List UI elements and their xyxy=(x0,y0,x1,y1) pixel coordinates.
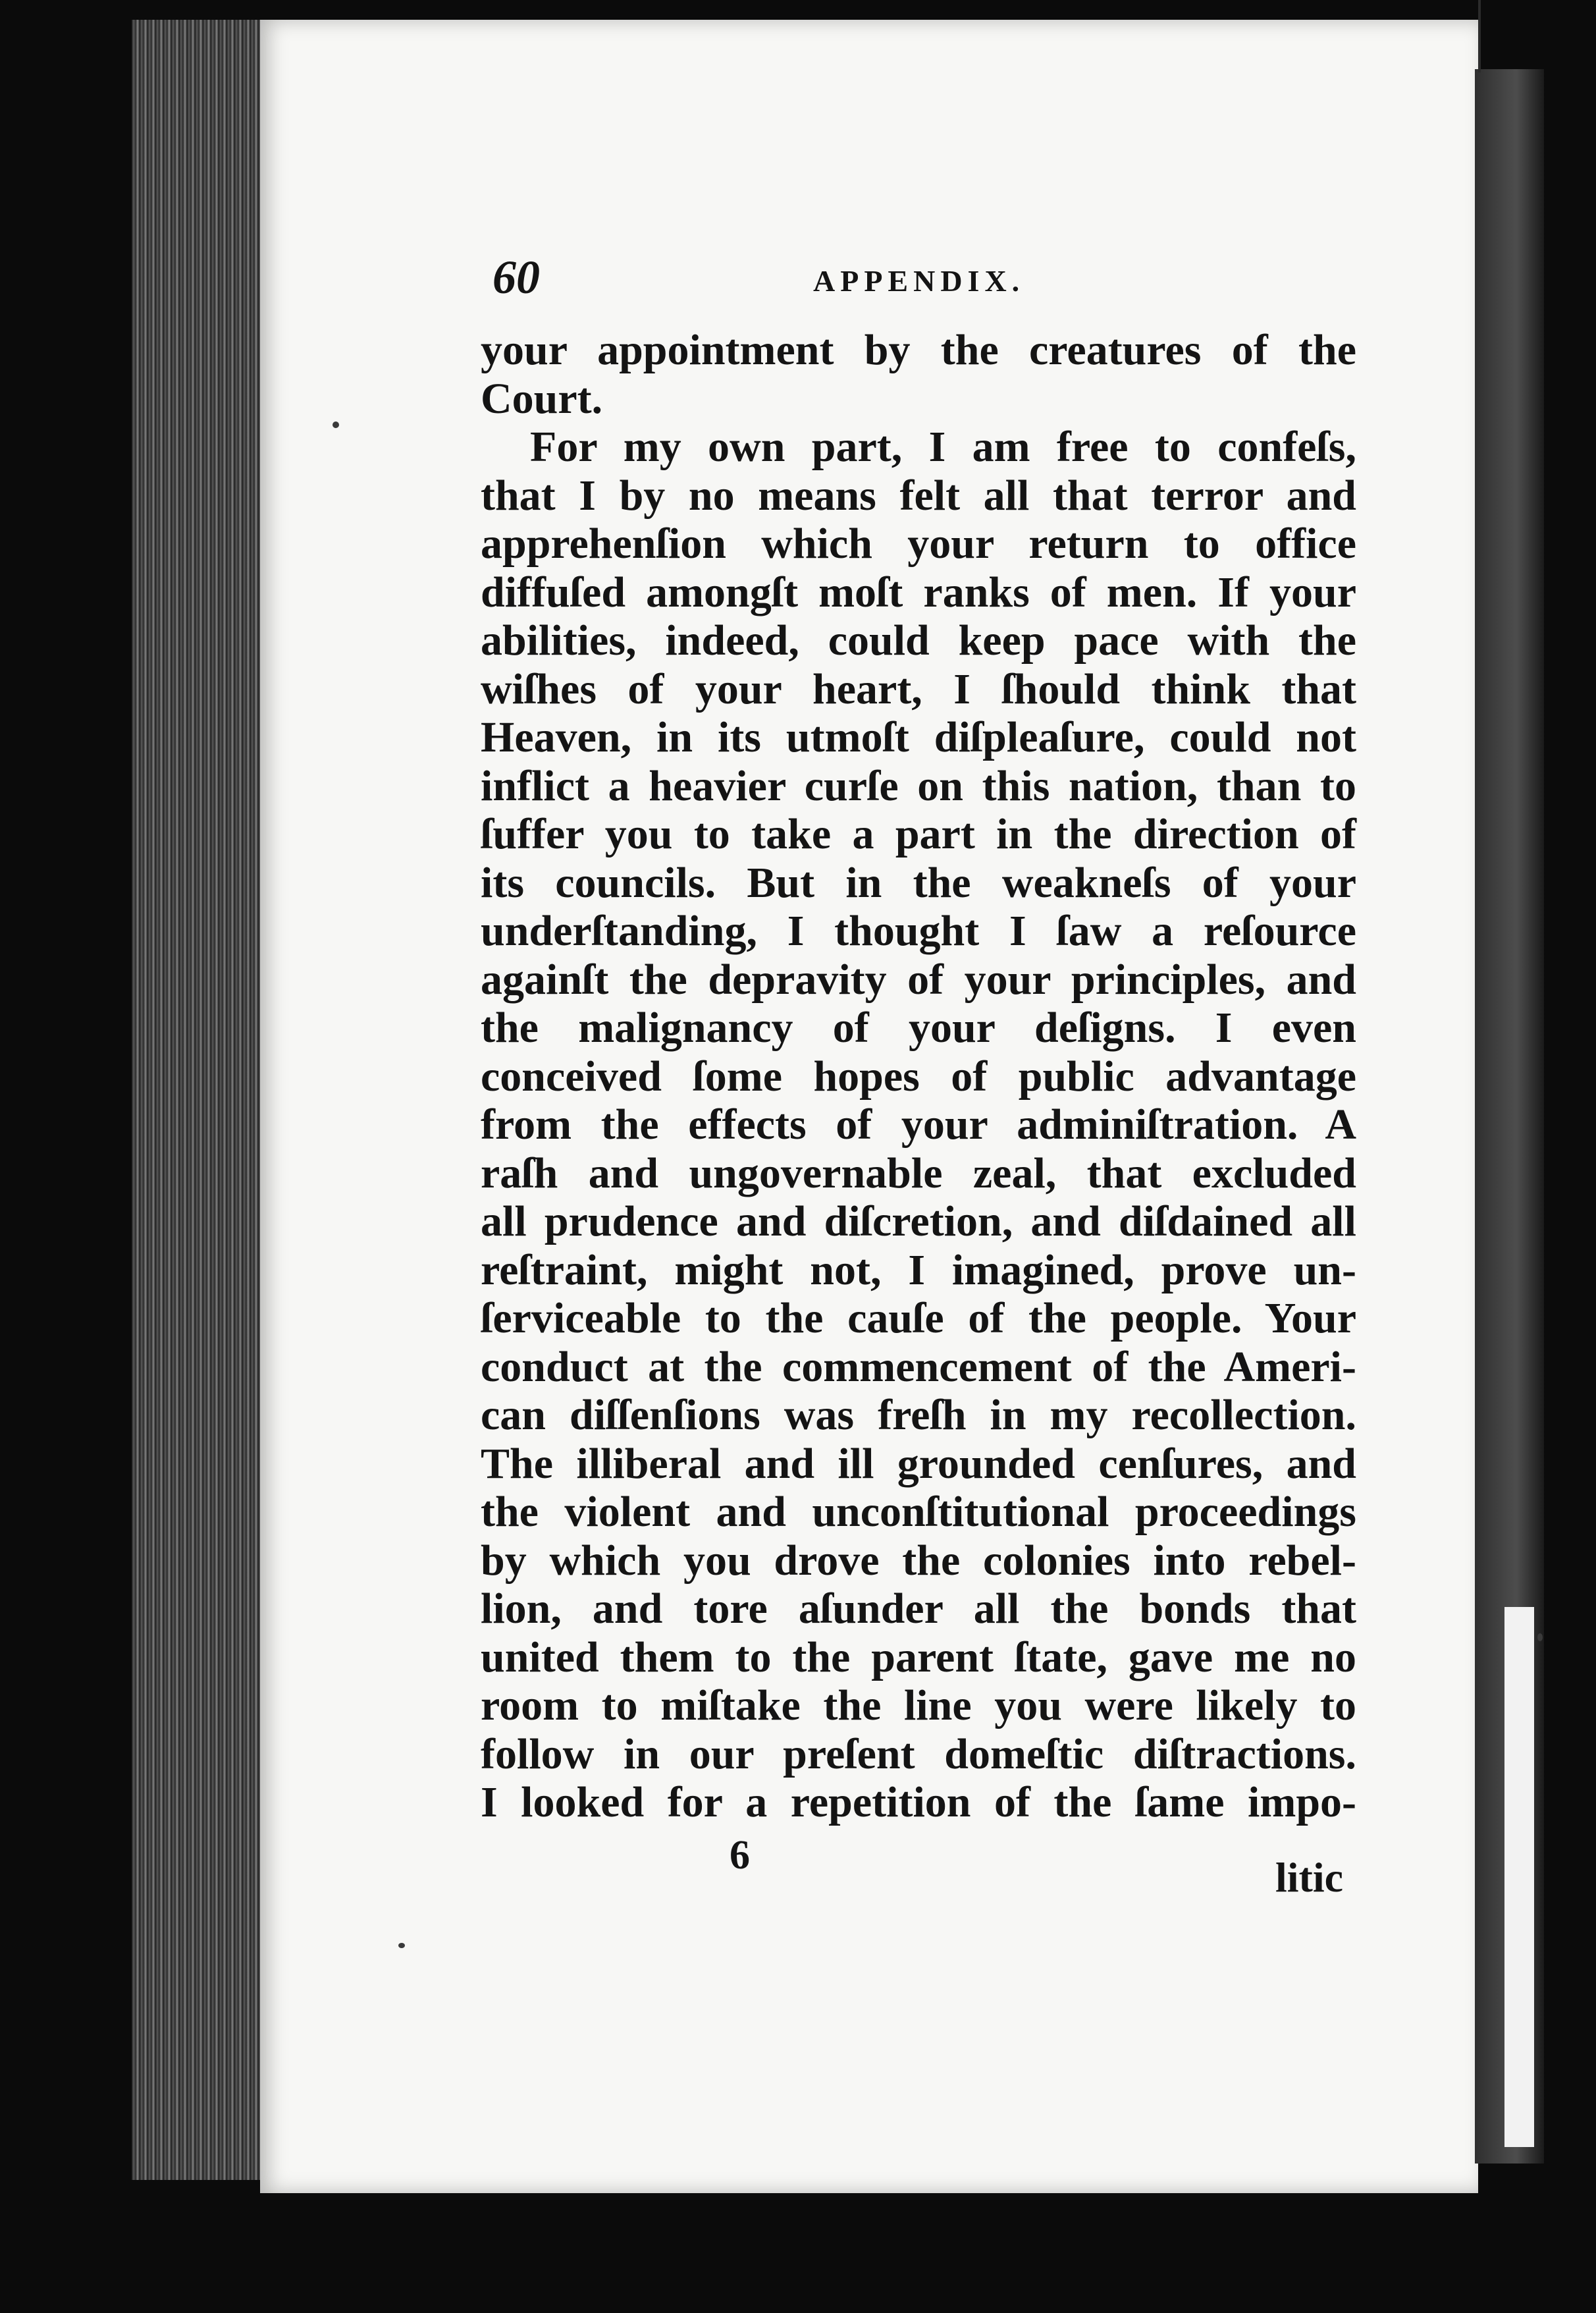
text-line: ſuffer you to take a part in the direction of xyxy=(481,810,1356,858)
text-line: apprehenſion which your return to office xyxy=(481,520,1356,568)
catchword: litic xyxy=(1275,1853,1343,1901)
text-line: follow in our preſent domeſtic diſtractions. xyxy=(481,1729,1356,1778)
text-line: Court. xyxy=(481,374,603,423)
text-line: conceived ſome hopes of public advantage xyxy=(481,1052,1356,1101)
text-line: that I by no means felt all that terror and xyxy=(481,471,1356,520)
text-line: diffuſed amongſt moſt ranks of men. If your xyxy=(481,568,1356,616)
book-spine-edge xyxy=(132,20,270,2180)
text-line: wiſhes of your heart, I ſhould think that xyxy=(481,665,1356,713)
text-line: all prudence and diſcretion, and diſdained all xyxy=(481,1197,1356,1245)
text-line: For my own part, I am free to confeſs, xyxy=(530,423,1356,471)
text-line: underſtanding, I thought I ſaw a reſource xyxy=(481,907,1356,955)
text-line: the violent and unconſtitutional proceedings xyxy=(481,1488,1356,1536)
page-text-block xyxy=(481,250,1356,2002)
body-text xyxy=(481,326,1356,1827)
text-line: abilities, indeed, could keep pace with the xyxy=(481,616,1356,665)
text-line: The illiberal and ill grounded cenſures, and xyxy=(481,1439,1356,1488)
text-line: Heaven, in its utmoſt diſpleaſure, could not xyxy=(481,713,1356,761)
facing-page-sliver xyxy=(1504,1607,1534,2147)
paper-speck xyxy=(1537,1633,1543,1641)
text-line: can diſſenſions was freſh in my recollection. xyxy=(481,1391,1356,1439)
text-line: its councils. But in the weakneſs of your xyxy=(481,858,1356,907)
text-line: ſerviceable to the cauſe of the people. Your xyxy=(481,1294,1356,1342)
page-footer xyxy=(481,1832,1356,1911)
signature-mark: 6 xyxy=(730,1832,750,1878)
text-line: from the effects of your adminiſtration. A xyxy=(481,1101,1356,1149)
text-line: inflict a heavier curſe on this nation, than to xyxy=(481,761,1356,810)
scan-frame-line xyxy=(1478,0,1481,72)
page-number: 60 xyxy=(492,251,540,304)
text-line: conduct at the commencement of the Ameri- xyxy=(481,1342,1356,1391)
text-line: reſtraint, might not, I imagined, prove un- xyxy=(481,1245,1356,1294)
page-header xyxy=(481,250,1356,323)
paper-speck xyxy=(398,1943,405,1948)
running-head: APPENDIX. xyxy=(813,264,1025,298)
text-line: againſt the depravity of your principles, and xyxy=(481,955,1356,1004)
text-line: by which you drove the colonies into rebel- xyxy=(481,1536,1356,1585)
paper-speck xyxy=(332,422,339,428)
text-line: the malignancy of your deſigns. I even xyxy=(481,1004,1356,1052)
text-line: your appointment by the creatures of the xyxy=(481,326,1356,374)
text-line: I looked for a repetition of the ſame impo- xyxy=(481,1778,1356,1826)
text-line: raſh and ungovernable zeal, that excluded xyxy=(481,1149,1356,1197)
text-line: lion, and tore aſunder all the bonds that xyxy=(481,1585,1356,1633)
text-line: room to miſtake the line you were likely to xyxy=(481,1681,1356,1729)
text-line: united them to the parent ſtate, gave me no xyxy=(481,1633,1356,1681)
